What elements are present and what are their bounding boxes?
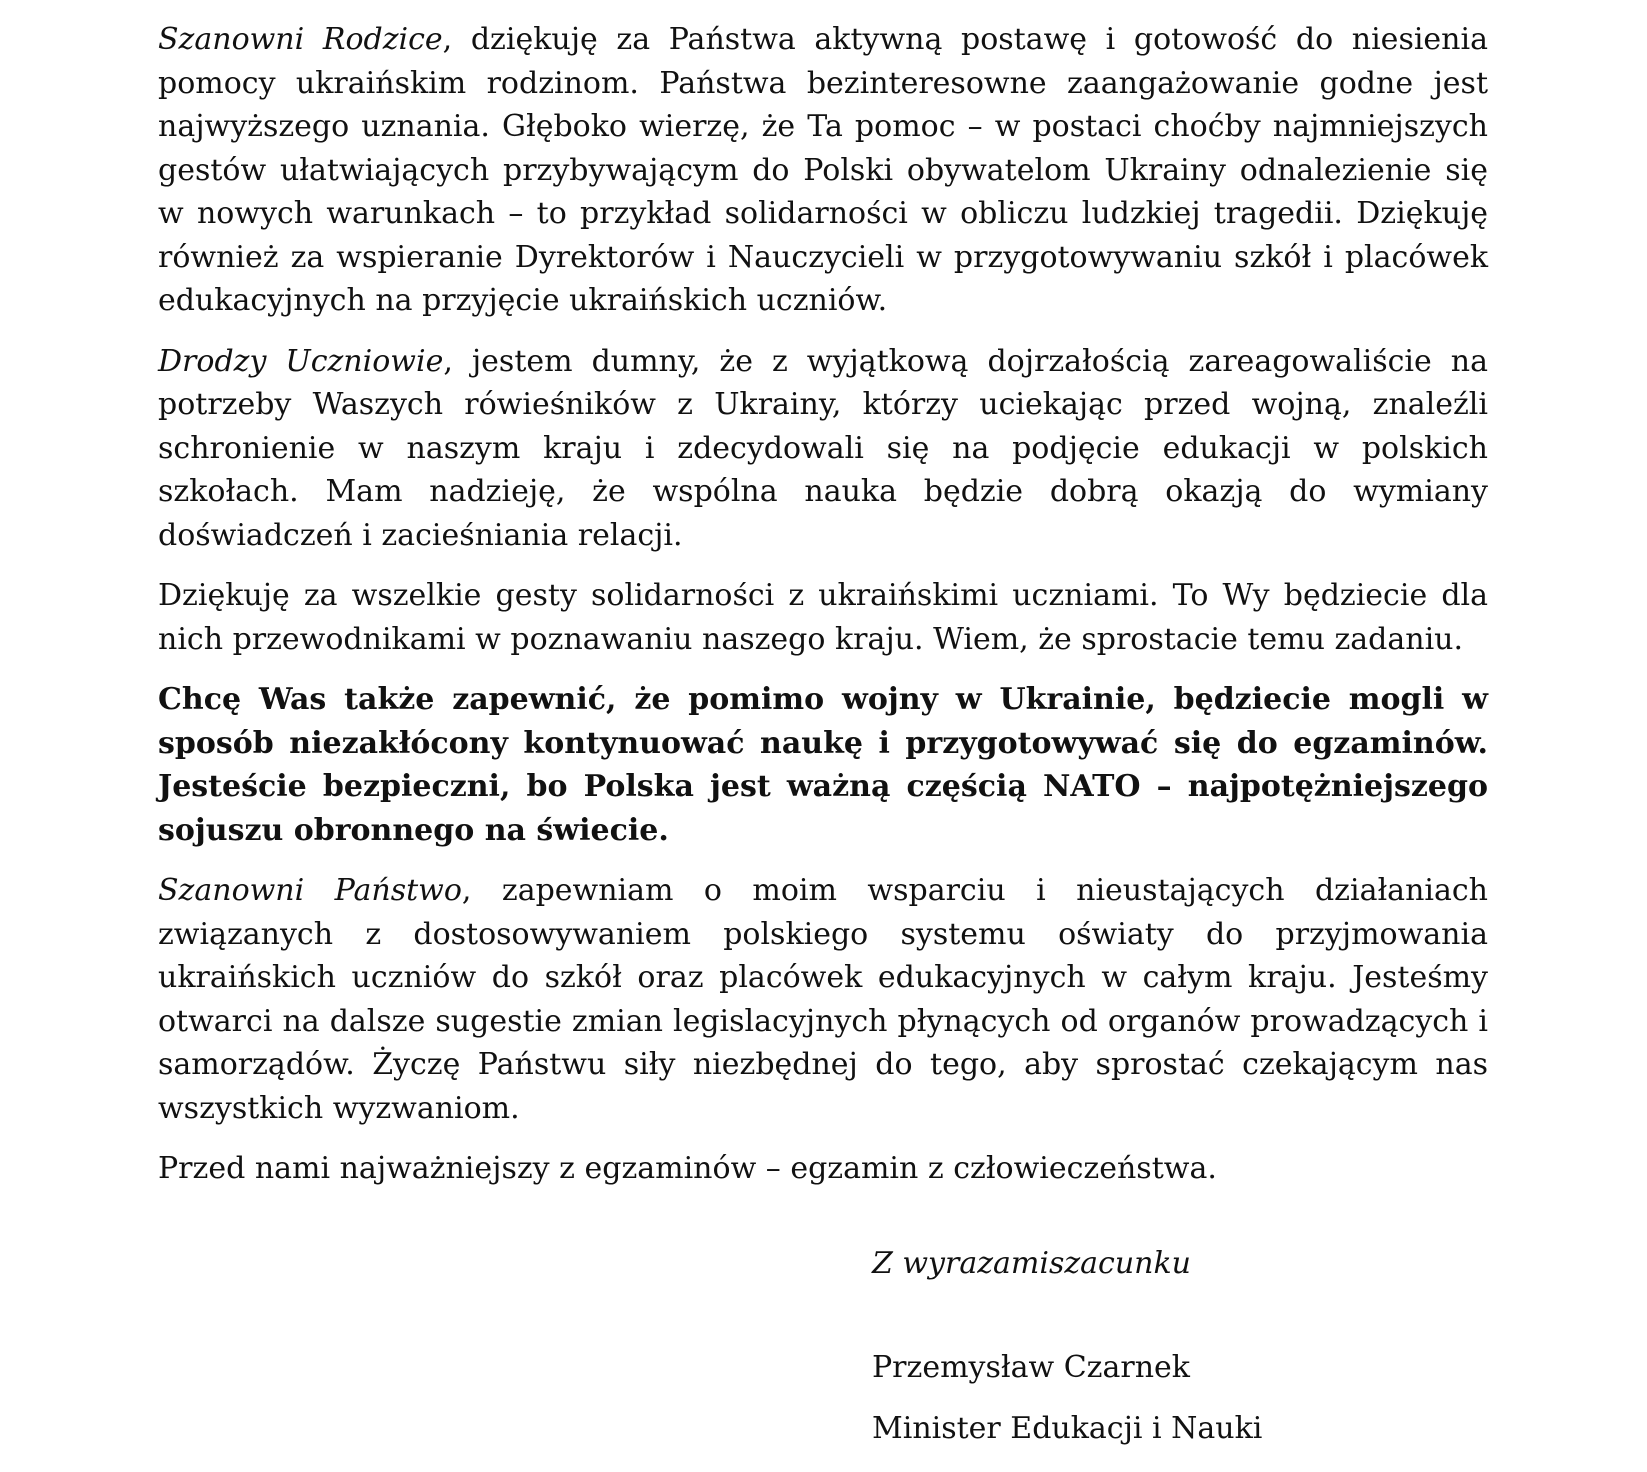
paragraph-students-text: , jestem dumny, że z wyjątkową dojrzałością zareagowaliście na potrzeby Waszych rówieśników z Ukrainy, którzy uciekając przed wojną, znaleźli schronienie w naszym kraju i zdecydowali się na podjęcie edukacji w polskich szkołach. Mam nadzieję, że wspólna nauka będzie dobrą okazją do wymiany doświadczeń i zacieśniania relacji. <box>158 343 1488 553</box>
paragraph-students <box>158 340 1488 558</box>
paragraph-thanks: Dziękuję za wszelkie gesty solidarności z ukraińskimi uczniami. To Wy będziecie dla nich przewodnikami w poznawaniu naszego kraju. Wiem, że sprostacie temu zadaniu. <box>158 578 1488 657</box>
paragraph-parents <box>158 18 1488 323</box>
salutation-students: Drodzy Uczniowie <box>158 343 444 379</box>
paragraph-all <box>158 869 1488 1130</box>
letter-body <box>158 18 1488 1208</box>
salutation-all: Szanowni Państwo <box>158 873 462 908</box>
paragraph-final: Przed nami najważniejszy z egzaminów – egzamin z człowieczeństwa. <box>158 1151 1217 1186</box>
paragraph-all-text: , zapewniam o moim wsparciu i nieustających działaniach związanych z dostosowywaniem polskiego systemu oświaty do przyjmowania ukraińskich uczniów do szkół oraz placówek edukacyjnych w całym kraju. Jesteśmy otwarci na dalsze sugestie zmian legislacyjnych płynących od organów prowadzących i samorządów. Życzę Państwu siły niezbędnej do tego, aby sprostać czekającym nas wszystkich wyzwaniom. <box>158 873 1488 1126</box>
closing-phrase: Z wyrazamiszacunku <box>872 1246 1191 1281</box>
signature-name: Przemysław Czarnek <box>872 1350 1190 1385</box>
signature-title: Minister Edukacji i Nauki <box>872 1411 1263 1446</box>
paragraph-assurance: Chcę Was także zapewnić, że pomimo wojny w Ukrainie, będziecie mogli w sposób niezakłócony kontynuować naukę i przygotowywać się do egzaminów. Jesteście bezpieczni, bo Polska jest ważną częścią NATO – najpotężniejszego sojuszu obronnego na świecie. <box>158 682 1488 848</box>
salutation-parents: Szanowni Rodzice <box>158 22 443 57</box>
paragraph-parents-text: , dziękuję za Państwa aktywną postawę i gotowość do niesienia pomocy ukraińskim rodzinom. Państwa bezinteresowne zaangażowanie godne jest najwyższego uznania. Głęboko wierzę, że Ta pomoc – w postaci choćby najmniejszych gestów ułatwiających przybywającym do Polski obywatelom Ukrainy odnalezienie się w nowych warunkach – to przykład solidarności w obliczu ludzkiej tragedii. Dziękuję również za wspieranie Dyrektorów i Nauczycieli w przygotowywaniu szkół i placówek edukacyjnych na przyjęcie ukraińskich uczniów. <box>158 22 1488 318</box>
